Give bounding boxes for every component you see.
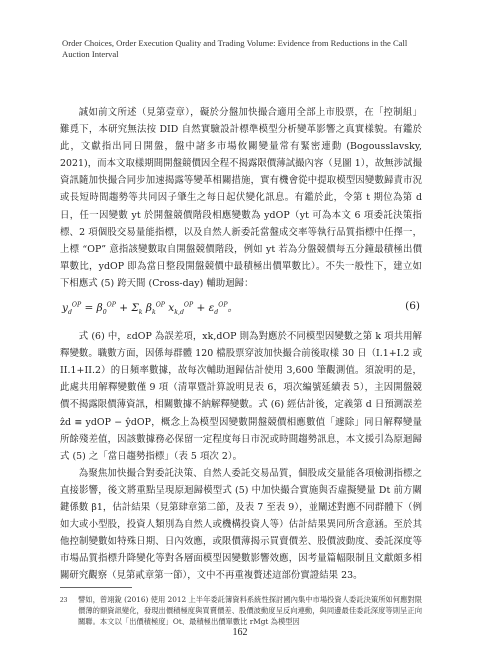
footnote-text: 譬如，曾翊銳 (2016) 使用 2012 上半年委託簿資料系統性探討國內集中市場投資人委託決策所如何應對限價薄的額資訊變化，發現出價積極度與買賣價差、股價波動度呈反向連動，與同邊最佳委託深度等則呈正向關聯。本文以「出價積極度」Ot、最積極出價單數比 rMgt 為模型因 (78, 595, 422, 627)
paragraph-2: 式 (6) 中，εdOP 為誤差項，xk,dOP 則為對應於不同模型因變數之第 k 項共用解釋變數。職數方面，因係每群體 120 檔股票穿波加快撮合前後取樣 30 日（I.1+I.2 或 II.1+II.2）的日頻率數據，故每次輔助迴歸估計使用 3,600 筆觀測值。須說明的是，此處共用解釋變數僅 9 項（清單暨計算說明見表 6，項次編號延續表 5），主因開盤競價不揭露限價薄資訊，相關數據不納解釋變數。式 (6) 經估計後，定義第 d 日預測誤差 ẑd ≡ ydOP − ŷdOP，概念上為模型因變數開盤競價相應數值「遽除」同日解釋變量所餘殘差值，因該數據務必保留一定程度每日市況或時間趨勢訊息，本文援引為原迴歸式 (5) 之「當日趨勢指標」（表 5 項次 2）。 (60, 331, 422, 462)
running-header: Order Choices, Order Execution Quality and Trading Volume: Evidence from Reductions in the Call Auction Interval (62, 38, 408, 59)
equation-number: (6) (405, 300, 420, 313)
footnote-divider (60, 587, 132, 588)
equation-6 (60, 294, 422, 324)
footnote-23 (60, 594, 422, 628)
paragraph-1: 誠如前文所述（見第壹章），礙於分盤加快撮合適用全部上市股票，在「控制組」難覓下，本研究無法按 DID 自然實驗設計標準模型分析變革影響之真實樣貌。有鑑於此，文獻指出同日開盤，盤中諸多市場攸關變量常有緊密連動 (Bogousslavsky, 2021)，而本文取樣期間開盤競價因全程不揭露限價薄試撮內容（見圖 1），故無涉試撮資訊隨加快撮合同步加速揭露等變革相關措施，實有機會從中提取模型因變數歸責市況或長短時間趨勢等共同因子肇生之每日起伏變化訊息。有鑑於此，令第 t 期位為第 d 日，任一因變數 yt 於開盤競價階段相應變數為 ydOP（yt 可為本文 6 項委託決策指標、2 項個股交易量能指標，以及自然人新委託當盤成交率等執行品質指標中任擇一，上標 “OP” 意指該變數取自開盤競價階段，例如 yt 若為分盤競價每五分鐘最積極出價單數比，ydOP 即為當日整段開盤競價中最積極出價單數比）。不失一般性下，建立如下相應式 (5) 跨天間 (Cross-day) 輔助迴歸： (60, 107, 422, 289)
paragraph-3: 為聚焦加快撮合對委託決策、自然人委託交易品質，個股成交量能各項檢測指標之直接影響，後文將重點呈現原迴歸模型式 (5) 中加快撮合實施與否虛擬變量 Dt 前方關鍵係數 β1，估計結果（見第肆章第二節，及表 7 至表 9），並闡述對應不同群體下（例如大或小型股，投資人類別為自然人或機構投資人等）估計結果異同所含意涵。至於其他控制變數如特殊日期、日內效應，或限價薄揭示買賣價差、股價波動度、委託深度等市場品質指標升降變化等對各層面模型因變數影響效應，因考量篇幅限制且文獻頗多相關研究觀察（見第貳章第一節），文中不再重複贅述這部份實證結果 23。 (60, 467, 422, 582)
main-body (60, 104, 422, 584)
page-number: 162 (232, 627, 248, 638)
footnote-marker: 23 (60, 595, 68, 604)
equation-body: $y_d^{OP} = \beta_0^{OP} + \Sigma_k$ $\beta_k^{OP}$ $x_{k,d}^{OP} + \varepsilon_d^{OP}$。 (62, 301, 238, 317)
